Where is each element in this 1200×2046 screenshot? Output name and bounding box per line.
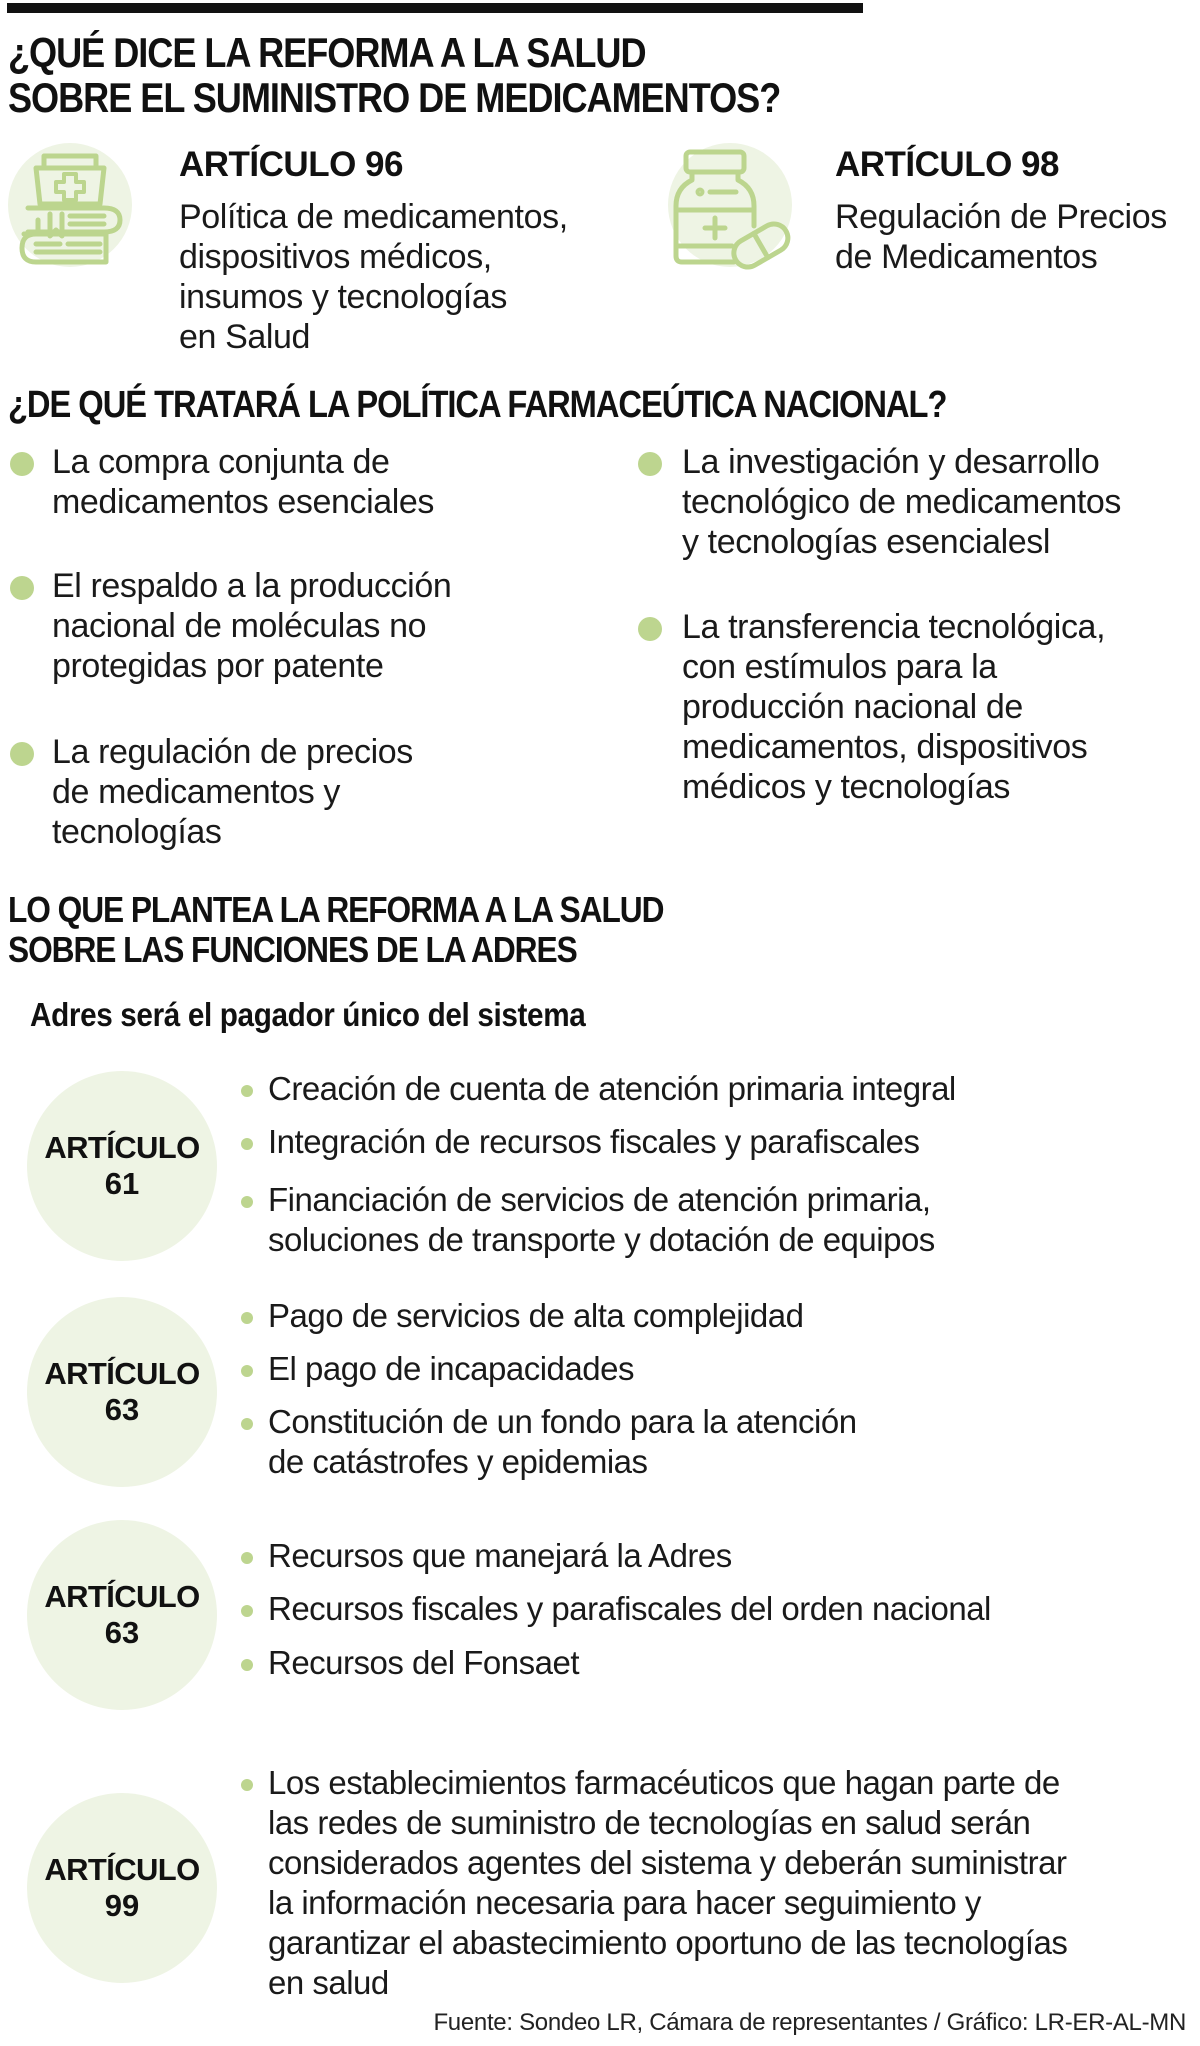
- bullet-dot: [241, 1196, 253, 1208]
- medicine-bottle-pill-icon: [664, 146, 794, 276]
- list-item: [243, 1402, 857, 1482]
- list-item: [243, 1763, 1067, 2003]
- list-item: [243, 1180, 935, 1260]
- list-item: [243, 1122, 920, 1162]
- policy-item: [52, 442, 434, 522]
- item-line: Pago de servicios de alta complejidad: [268, 1297, 804, 1334]
- bullet-dot: [10, 576, 34, 600]
- adres-heading: [8, 890, 663, 970]
- policy-item: [52, 732, 413, 852]
- policy-item: [682, 607, 1105, 807]
- item-line: La transferencia tecnológica,: [682, 608, 1106, 646]
- article-label: ARTÍCULO: [44, 1130, 200, 1165]
- top-rule: [7, 3, 863, 13]
- bullet-dot: [10, 452, 34, 476]
- item-line: considerados agentes del sistema y deberán suministrar: [268, 1844, 1067, 1881]
- list-item: [243, 1589, 991, 1629]
- source-credit: Fuente: Sondeo LR, Cámara de representantes / Gráfico: LR-ER-AL-MN: [433, 2009, 1186, 2036]
- item-line: La regulación de precios: [52, 733, 413, 771]
- article-number: 63: [104, 1615, 140, 1650]
- item-line: soluciones de transporte y dotación de equipos: [268, 1221, 935, 1258]
- article-label: ARTÍCULO: [44, 1852, 200, 1887]
- article-number: 99: [104, 1888, 140, 1923]
- bullet-dot: [241, 1085, 253, 1097]
- bullet-dot: [241, 1138, 253, 1150]
- desc-line: dispositivos médicos,: [179, 238, 492, 276]
- adres-heading-line-1: LO QUE PLANTEA LA REFORMA A LA SALUD: [8, 889, 664, 930]
- bullet-dot: [241, 1312, 253, 1324]
- bullet-dot: [241, 1659, 253, 1671]
- article-61-badge: [27, 1071, 217, 1261]
- list-item: [243, 1296, 804, 1336]
- article-96-heading: ARTÍCULO 96: [179, 145, 403, 184]
- article-number: 61: [104, 1166, 140, 1201]
- item-line: Integración de recursos fiscales y parafiscales: [268, 1123, 920, 1160]
- article-label: ARTÍCULO: [44, 1356, 200, 1391]
- item-line: Creación de cuenta de atención primaria integral: [268, 1070, 956, 1107]
- item-line: y tecnologías esencialesl: [682, 523, 1051, 561]
- page-title: [8, 30, 780, 120]
- bullet-dot: [10, 742, 34, 766]
- desc-line: de Medicamentos: [835, 238, 1098, 276]
- bullet-dot: [241, 1552, 253, 1564]
- bullet-dot: [241, 1365, 253, 1377]
- item-line: Recursos que manejará la Adres: [268, 1537, 732, 1574]
- policy-item: [52, 566, 451, 686]
- article-label: ARTÍCULO: [44, 1579, 200, 1614]
- article-63-badge: [27, 1297, 217, 1487]
- item-line: tecnologías: [52, 813, 222, 851]
- nurse-cap-books-icon: [16, 150, 126, 270]
- item-line: de catástrofes y epidemias: [268, 1443, 648, 1480]
- desc-line: Regulación de Precios: [835, 198, 1167, 236]
- bullet-dot: [638, 452, 662, 476]
- item-line: con estímulos para la: [682, 648, 997, 686]
- item-line: la información necesaria para hacer seguimiento y: [268, 1884, 981, 1921]
- item-line: garantizar el abastecimiento oportuno de las tecnologías: [268, 1924, 1068, 1961]
- item-line: de medicamentos y: [52, 773, 341, 811]
- list-item: [243, 1536, 732, 1576]
- item-line: Constitución de un fondo para la atención: [268, 1403, 857, 1440]
- adres-heading-line-2: SOBRE LAS FUNCIONES DE LA ADRES: [8, 929, 577, 970]
- item-line: las redes de suministro de tecnologías en salud serán: [268, 1804, 1031, 1841]
- adres-subtitle: Adres será el pagador único del sistema: [30, 996, 586, 1033]
- item-line: médicos y tecnologías: [682, 768, 1010, 806]
- desc-line: en Salud: [179, 318, 311, 356]
- item-line: producción nacional de: [682, 688, 1023, 726]
- list-item: [243, 1349, 634, 1389]
- article-98-description: [835, 197, 1167, 277]
- item-line: El respaldo a la producción: [52, 567, 452, 605]
- bullet-dot: [241, 1779, 253, 1791]
- item-line: medicamentos esenciales: [52, 483, 434, 521]
- list-item: [243, 1643, 579, 1683]
- policy-heading: ¿DE QUÉ TRATARÁ LA POLÍTICA FARMACEÚTICA NACIONAL?: [8, 384, 947, 426]
- item-line: en salud: [268, 1964, 389, 2001]
- item-line: Los establecimientos farmacéuticos que hagan parte de: [268, 1764, 1060, 1801]
- article-63-badge: [27, 1520, 217, 1710]
- desc-line: Política de medicamentos,: [179, 198, 568, 236]
- item-line: Recursos fiscales y parafiscales del orden nacional: [268, 1590, 991, 1627]
- policy-item: [682, 442, 1121, 562]
- article-number: 63: [104, 1392, 140, 1427]
- item-line: nacional de moléculas no: [52, 607, 427, 645]
- item-line: La investigación y desarrollo: [682, 443, 1100, 481]
- article-98-heading: ARTÍCULO 98: [835, 145, 1059, 184]
- page-title-line-2: SOBRE EL SUMINISTRO DE MEDICAMENTOS?: [8, 74, 781, 121]
- item-line: medicamentos, dispositivos: [682, 728, 1088, 766]
- bullet-dot: [241, 1605, 253, 1617]
- bullet-dot: [241, 1418, 253, 1430]
- item-line: protegidas por patente: [52, 647, 384, 685]
- list-item: [243, 1069, 956, 1109]
- bullet-dot: [638, 617, 662, 641]
- item-line: Financiación de servicios de atención primaria,: [268, 1181, 931, 1218]
- desc-line: insumos y tecnologías: [179, 278, 507, 316]
- article-96-description: [179, 197, 568, 357]
- page-title-line-1: ¿QUÉ DICE LA REFORMA A LA SALUD: [8, 29, 646, 76]
- item-line: El pago de incapacidades: [268, 1350, 634, 1387]
- article-99-badge: [27, 1793, 217, 1983]
- item-line: La compra conjunta de: [52, 443, 390, 481]
- item-line: Recursos del Fonsaet: [268, 1644, 579, 1681]
- item-line: tecnológico de medicamentos: [682, 483, 1122, 521]
